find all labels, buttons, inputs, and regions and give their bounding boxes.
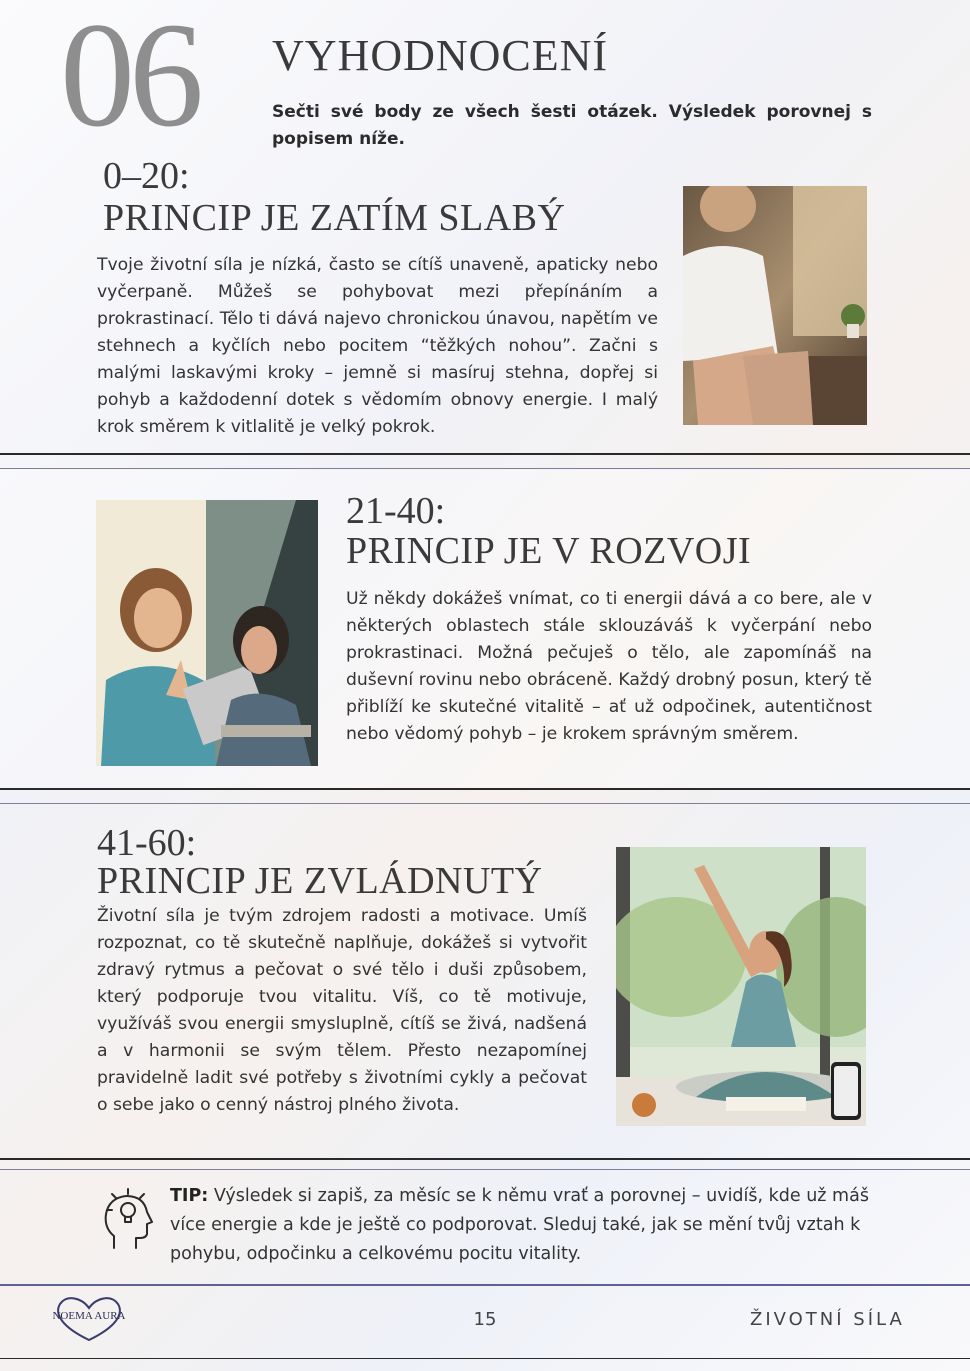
section-2-text: Už někdy dokážeš vnímat, co ti energii dává a co bere, ale v některých oblastech stále sklouzáváš k vyčerpání nebo prokrastinaci. Možná pečuješ o tělo, ale zapomínáš na duševní rovinu nebo obráceně. Každý drobný posun, který tě přiblíží ke skutečné vitalitě – ať už odpočinek, autentičnost nebo vědomý pohyb – je krokem správným směrem. bbox=[346, 589, 872, 744]
page-number: 15 bbox=[473, 1309, 497, 1330]
section-1-heading: PRINCIP JE ZATÍM SLABÝ bbox=[103, 197, 566, 239]
page-title: VYHODNOCENÍ bbox=[272, 31, 609, 80]
tip-label: TIP: bbox=[170, 1186, 209, 1206]
section-2-range: 21-40: bbox=[346, 490, 446, 532]
footer-title: ŽIVOTNÍ SÍLA bbox=[750, 1309, 905, 1330]
bottom-rule bbox=[0, 1358, 970, 1359]
section-3-range: 41-60: bbox=[97, 822, 197, 864]
section-3-photo bbox=[616, 847, 866, 1126]
section-2-photo bbox=[96, 500, 318, 766]
section-3-heading: PRINCIP JE ZVLÁDNUTÝ bbox=[97, 860, 543, 902]
brand-logo bbox=[42, 1292, 136, 1344]
chapter-number: 06 bbox=[60, 0, 198, 158]
section-1-text: Tvoje životní síla je nízká, často se cítíš unaveně, apaticky nebo vyčerpaně. Můžeš se pohybovat mezi přepínáním a prokrastinací. Tělo ti dává najevo chronickou únavou, napětím ve stehnech a kyčlích nebo pocitem “těžkých nohou”. Začni s malými laskavými kroky – jemně si masíruj stehna, dopřej si pohyb a každodenní dotek s vědomím obnovy energie. I malý krok směrem k vitlalitě je velký pokrok. bbox=[97, 255, 658, 437]
head-lightbulb-icon bbox=[100, 1180, 156, 1252]
brand-logo-text: NOEMA AURA bbox=[52, 1310, 126, 1322]
tip-text: Výsledek si zapiš, za měsíc se k němu vrať a porovnej – uvidíš, kde už máš více energie a kde je ještě co podporovat. Sleduj také, jak se mění tvůj vztah k pohybu, odpočinku a celkovému pocitu vitality. bbox=[170, 1186, 869, 1264]
section-1-range: 0–20: bbox=[103, 155, 190, 197]
divider-2 bbox=[0, 788, 970, 790]
section-1-photo bbox=[683, 186, 867, 425]
footer-divider bbox=[0, 1284, 970, 1286]
divider-1 bbox=[0, 453, 970, 455]
divider-3 bbox=[0, 1158, 970, 1160]
intro-text: Sečti své body ze všech šesti otázek. Výsledek porovnej s popisem níže. bbox=[272, 102, 872, 149]
divider-2-thin bbox=[0, 803, 970, 804]
divider-3-thin bbox=[0, 1169, 970, 1170]
tip-box bbox=[170, 1182, 880, 1269]
section-2-heading: PRINCIP JE V ROZVOJI bbox=[346, 530, 752, 572]
section-3-text: Životní síla je tvým zdrojem radosti a motivace. Umíš rozpoznat, co tě skutečně naplňuje, dokážeš si vytvořit zdravý rytmus a pečovat o své tělo i duši způsobem, který podporuje tvou vitalitu. Víš, co tě motivuje, využíváš svou energii smysluplně, cítíš se živá, nadšená a v harmonii se svým tělem. Přesto nezapomínej pravidelně ladit své potřeby s životními cykly a pečovat o sebe jako o cenný nástroj plného života. bbox=[97, 906, 587, 1115]
divider-1-thin bbox=[0, 468, 970, 469]
